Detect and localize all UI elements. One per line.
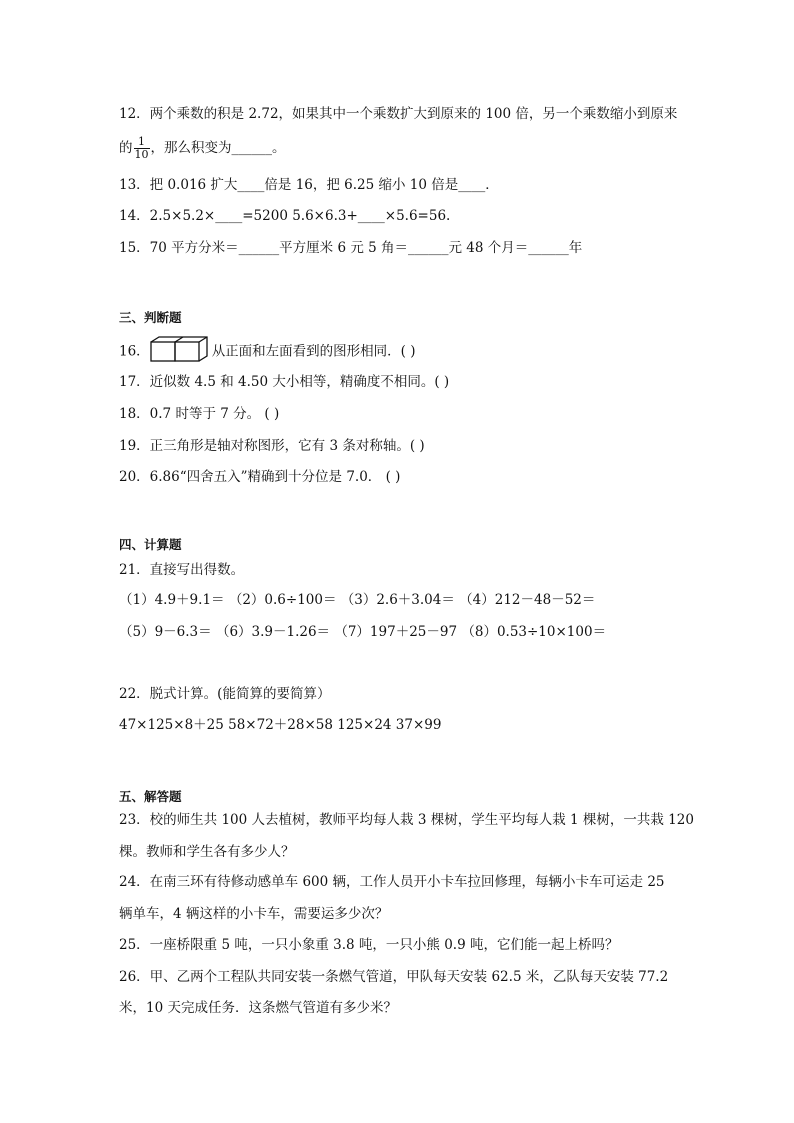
- section-title-judgment: 三、判断题: [119, 310, 182, 325]
- fraction-denominator: 10: [134, 148, 149, 161]
- question-25: 25．一座桥限重 5 吨，一只小象重 3.8 吨，一只小熊 0.9 吨，它们能一起上桥吗？: [119, 937, 619, 953]
- q21-title: 21．直接写出得数。: [119, 562, 245, 578]
- q21-row1: （1）4.9＋9.1＝ （2）0.6÷100＝ （3）2.6＋3.04＝ （4）212－48－52＝: [119, 592, 596, 608]
- q26-line1: 26．甲、乙两个工程队共同安装一条燃气管道，甲队每天安装 62.5 米，乙队每天安装 77.2: [119, 969, 669, 985]
- q12-prefix: 的: [119, 140, 133, 156]
- section-title-word-problems: 五、解答题: [119, 789, 182, 804]
- q22-expressions: 47×125×8＋25 58×72＋28×58 125×24 37×99: [119, 717, 442, 733]
- question-17: 17．近似数 4.5 和 4.50 大小相等，精确度不相同。( ): [119, 374, 450, 390]
- question-19: 19．正三角形是轴对称图形，它有 3 条对称轴。( ): [119, 438, 425, 454]
- section-title-calculation: 四、计算题: [119, 537, 182, 552]
- fraction-one-tenth: [134, 136, 150, 161]
- question-16: [119, 336, 416, 368]
- q16-text: 从正面和左面看到的图形相同．( ): [211, 343, 416, 360]
- q21-row2: （5）9－6.3＝ （6）3.9－1.26＝ （7）197＋25－97 （8）0.53÷10×100＝: [119, 624, 607, 640]
- question-18: 18．0.7 时等于 7 分。 ( ): [119, 406, 280, 422]
- q24-line2: 辆单车，4 辆这样的小卡车，需要运多少次？: [119, 906, 389, 922]
- q16-number: 16．: [119, 343, 150, 360]
- question-20: 20．6.86“四舍五入”精确到十分位是 7.0． ( ): [119, 469, 401, 485]
- q22-title: 22．脱式计算。(能简算的要简算）: [119, 686, 331, 702]
- q23-line1: 23．校的师生共 100 人去植树，教师平均每人栽 3 棵树，学生平均每人栽 1 棵树，一共栽 120: [119, 812, 694, 828]
- question-14: 14．2.5×5.2×____=5200 5.6×6.3+____×5.6=56.: [119, 208, 451, 224]
- q12-suffix: ，那么积变为______。: [150, 140, 286, 156]
- two-cubes-figure-icon: [150, 336, 210, 368]
- question-13: 13．把 0.016 扩大____倍是 16，把 6.25 缩小 10 倍是____．: [119, 177, 499, 193]
- q26-line2: 米，10 天完成任务．这条燃气管道有多少米？: [119, 1000, 397, 1016]
- q24-line1: 24．在南三环有待修动感单车 600 辆，工作人员开小卡车拉回修理，每辆小卡车可运走 25: [119, 874, 665, 890]
- fraction-numerator: 1: [134, 136, 150, 149]
- q23-line2: 棵。教师和学生各有多少人？: [119, 844, 295, 860]
- q12-line1: 12．两个乘数的积是 2.72，如果其中一个乘数扩大到原来的 100 倍，另一个乘数缩小到原来: [119, 106, 678, 122]
- question-15: 15．70 平方分米＝______平方厘米 6 元 5 角＝______元 48 个月＝______年: [119, 240, 583, 256]
- q12-line2: [119, 136, 286, 161]
